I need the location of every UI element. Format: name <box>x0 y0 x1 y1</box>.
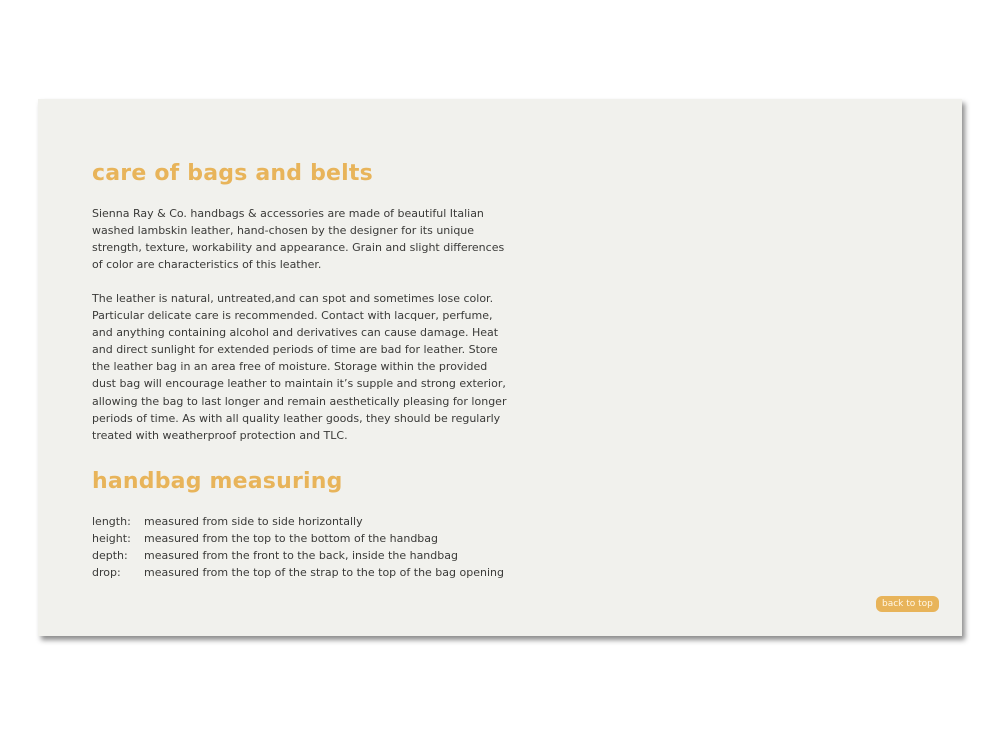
measuring-term: depth: <box>92 549 128 563</box>
measuring-definition: measured from side to side horizontally <box>144 515 363 528</box>
measuring-row-drop <box>92 564 522 581</box>
care-paragraph-2: The leather is natural, untreated,and can spot and sometimes lose color. Particular delicate care is recommended. Contact with lacquer, perfume, and anything containing alcohol and derivatives can cause damage. Heat and direct sunlight for extended periods of time are bad for leather. Store the leather bag in an area free of moisture. Storage within the provided dust bag will encourage leather to maintain it’s supple and strong exterior, allowing the bag to last longer and remain aesthetically pleasing for longer periods of time. As with all quality leather goods, they should be regularly treated with weatherproof protection and TLC. <box>92 292 507 442</box>
care-heading: care of bags and belts <box>92 161 373 186</box>
measuring-row-depth <box>92 547 522 564</box>
measuring-definition: measured from the front to the back, inside the handbag <box>144 549 458 563</box>
care-paragraph-1: Sienna Ray & Co. handbags & accessories are made of beautiful Italian washed lambskin leather, hand-chosen by the designer for its unique strength, texture, workability and appearance. Grain and slight differences of color are characteristics of this leather. <box>92 207 505 272</box>
back-to-top-button[interactable]: back to top <box>876 596 939 612</box>
measuring-definition: measured from the top of the strap to the top of the bag opening <box>144 566 504 580</box>
measuring-heading: handbag measuring <box>92 469 343 494</box>
measuring-list <box>92 513 522 581</box>
measuring-term: height: <box>92 532 131 546</box>
measuring-term: drop: <box>92 566 121 580</box>
content-card <box>38 99 962 636</box>
measuring-row-length <box>92 513 522 530</box>
measuring-row-height <box>92 530 522 547</box>
measuring-term: length: <box>92 515 131 528</box>
measuring-definition: measured from the top to the bottom of the handbag <box>144 532 439 546</box>
